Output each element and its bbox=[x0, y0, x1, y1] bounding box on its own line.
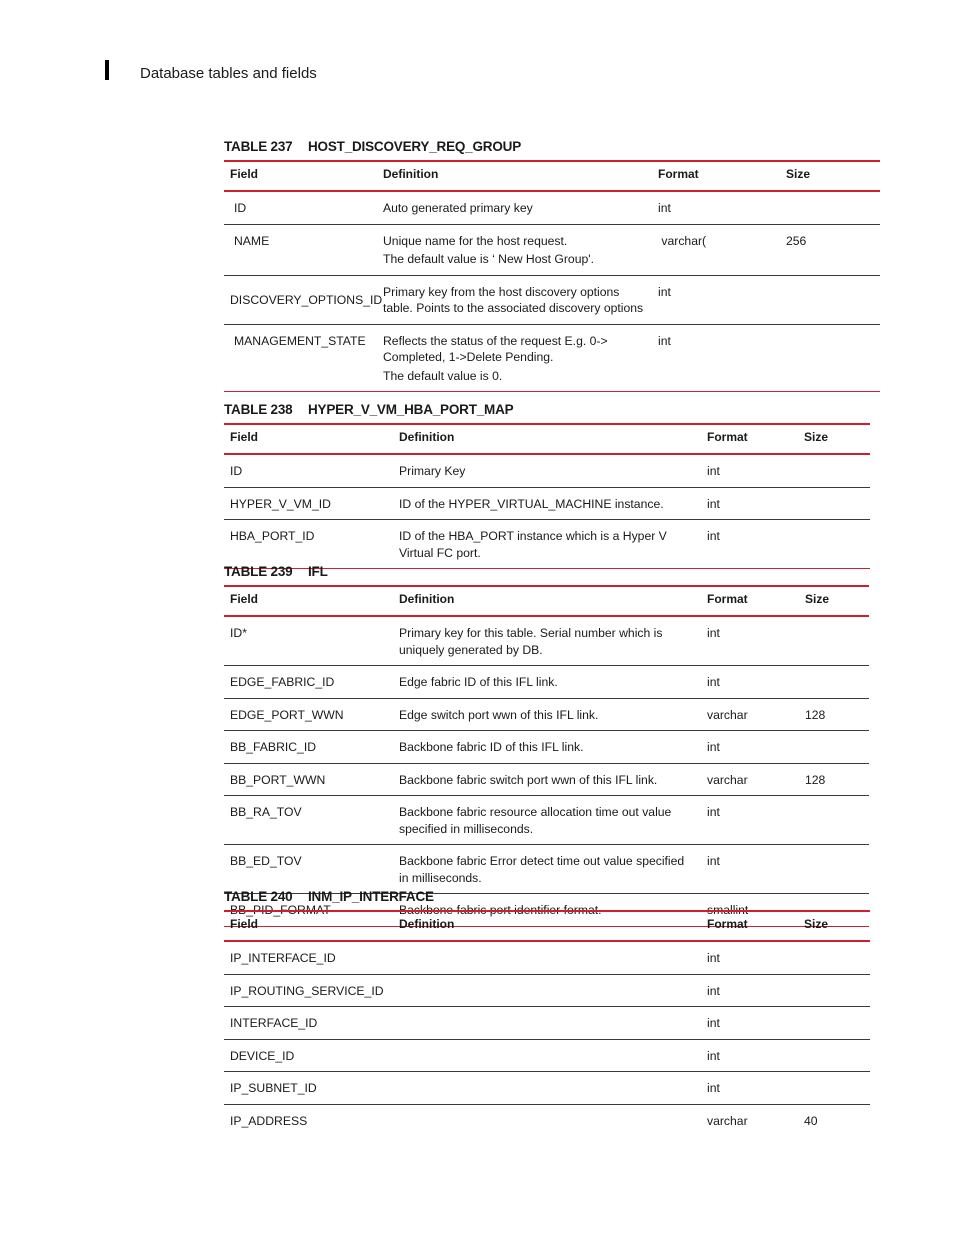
table-name: INM_IP_INTERFACE bbox=[308, 889, 434, 904]
table-240 bbox=[224, 910, 870, 1136]
field-cell: ID bbox=[224, 454, 393, 487]
table-header-row bbox=[224, 911, 870, 941]
definition-cell: Backbone fabric port identifier format. bbox=[393, 894, 701, 927]
format-cell: int bbox=[701, 666, 799, 699]
table-row bbox=[224, 454, 870, 487]
table-row bbox=[224, 520, 870, 569]
column-header-size: Size bbox=[780, 161, 880, 191]
column-header-definition: Definition bbox=[393, 424, 701, 454]
table-name: HYPER_V_VM_HBA_PORT_MAP bbox=[308, 402, 514, 417]
field-cell: NAME bbox=[224, 224, 377, 275]
format-cell: int bbox=[701, 520, 798, 569]
field-cell: HYPER_V_VM_ID bbox=[224, 487, 393, 520]
field-cell: BB_PID_FORMAT bbox=[224, 894, 393, 927]
table-number: TABLE 240 bbox=[224, 889, 293, 904]
size-cell: 128 bbox=[799, 698, 869, 731]
size-cell: 256 bbox=[780, 224, 880, 275]
field-cell: INTERFACE_ID bbox=[224, 1007, 393, 1040]
table-header-row bbox=[224, 586, 869, 616]
table-header-row bbox=[224, 424, 870, 454]
field-cell: IP_ROUTING_SERVICE_ID bbox=[224, 974, 393, 1007]
format-cell: int bbox=[701, 1007, 798, 1040]
table-number: TABLE 238 bbox=[224, 402, 293, 417]
definition-cell: Backbone fabric Error detect time out value specified in milliseconds. bbox=[393, 845, 701, 894]
column-header-definition: Definition bbox=[393, 911, 701, 941]
definition-cell bbox=[393, 1072, 701, 1105]
field-cell: DEVICE_ID bbox=[224, 1039, 393, 1072]
table-number: TABLE 237 bbox=[224, 139, 293, 154]
table-238-caption bbox=[224, 402, 513, 417]
definition-cell: Primary key for this table. Serial number which is uniquely generated by DB. bbox=[393, 616, 701, 666]
size-cell bbox=[799, 731, 869, 764]
definition-cell: Backbone fabric switch port wwn of this IFL link. bbox=[393, 763, 701, 796]
table-row bbox=[224, 1039, 870, 1072]
field-cell: IP_SUBNET_ID bbox=[224, 1072, 393, 1105]
table-row bbox=[224, 191, 880, 224]
table-row bbox=[224, 616, 869, 666]
column-header-size: Size bbox=[798, 911, 870, 941]
field-cell: HBA_PORT_ID bbox=[224, 520, 393, 569]
table-row bbox=[224, 763, 869, 796]
table-number: TABLE 239 bbox=[224, 564, 293, 579]
field-cell: EDGE_PORT_WWN bbox=[224, 698, 393, 731]
column-header-field: Field bbox=[224, 586, 393, 616]
table-row bbox=[224, 275, 880, 324]
table-row bbox=[224, 731, 869, 764]
field-cell: MANAGEMENT_STATE bbox=[224, 324, 377, 392]
definition-cell: Auto generated primary key bbox=[377, 191, 652, 224]
definition-cell bbox=[377, 324, 652, 392]
definition-cell bbox=[377, 224, 652, 275]
format-cell: int bbox=[701, 845, 799, 894]
format-cell: int bbox=[701, 731, 799, 764]
definition-line: Reflects the status of the request E.g. 0-> Completed, 1->Delete Pending. bbox=[383, 333, 608, 364]
table-row bbox=[224, 698, 869, 731]
table-row bbox=[224, 324, 880, 392]
field-cell: BB_RA_TOV bbox=[224, 796, 393, 845]
table-row bbox=[224, 487, 870, 520]
table-239 bbox=[224, 585, 869, 927]
definition-cell: Backbone fabric resource allocation time out value specified in milliseconds. bbox=[393, 796, 701, 845]
format-cell: int bbox=[652, 324, 780, 392]
definition-cell: Backbone fabric ID of this IFL link. bbox=[393, 731, 701, 764]
definition-cell: ID of the HYPER_VIRTUAL_MACHINE instance. bbox=[393, 487, 701, 520]
definition-default-line: The default value is 0. bbox=[383, 368, 503, 383]
definition-cell bbox=[393, 1039, 701, 1072]
field-cell: ID* bbox=[224, 616, 393, 666]
definition-cell: Edge switch port wwn of this IFL link. bbox=[393, 698, 701, 731]
definition-cell bbox=[393, 974, 701, 1007]
field-cell: IP_ADDRESS bbox=[230, 1113, 308, 1128]
format-cell: int bbox=[701, 1039, 798, 1072]
definition-default-line: The default value is ‘ New Host Group'. bbox=[383, 252, 594, 266]
size-cell bbox=[799, 666, 869, 699]
format-cell: int bbox=[701, 616, 799, 666]
size-cell bbox=[799, 796, 869, 845]
definition-cell: Primary Key bbox=[393, 454, 701, 487]
format-cell: varchar bbox=[701, 698, 799, 731]
format-cell: smallint bbox=[701, 894, 799, 927]
size-cell bbox=[798, 974, 870, 1007]
format-cell: varchar( bbox=[652, 224, 780, 275]
format-cell: int bbox=[701, 796, 799, 845]
format-cell: int bbox=[701, 1072, 798, 1105]
format-cell: int bbox=[701, 454, 798, 487]
table-row bbox=[224, 941, 870, 974]
size-cell: 40 bbox=[804, 1113, 818, 1128]
definition-cell bbox=[393, 941, 701, 974]
table-237 bbox=[224, 160, 880, 392]
size-cell bbox=[799, 616, 869, 666]
column-header-definition: Definition bbox=[393, 586, 701, 616]
field-cell: ID bbox=[224, 191, 377, 224]
format-cell: int bbox=[652, 275, 780, 324]
format-cell: int bbox=[701, 974, 798, 1007]
size-cell bbox=[798, 1039, 870, 1072]
table-name: HOST_DISCOVERY_REQ_GROUP bbox=[308, 139, 521, 154]
column-header-field: Field bbox=[224, 424, 393, 454]
size-cell bbox=[798, 454, 870, 487]
table-row bbox=[224, 974, 870, 1007]
table-237-caption bbox=[224, 139, 521, 154]
format-cell: varchar bbox=[707, 1113, 748, 1128]
size-cell bbox=[780, 275, 880, 324]
definition-cell: Edge fabric ID of this IFL link. bbox=[393, 666, 701, 699]
column-header-format: Format bbox=[652, 161, 780, 191]
size-cell bbox=[798, 1072, 870, 1105]
table-row bbox=[224, 666, 869, 699]
column-header-format: Format bbox=[701, 424, 798, 454]
definition-cell: ID of the HBA_PORT instance which is a Hyper V Virtual FC port. bbox=[393, 520, 701, 569]
column-header-field: Field bbox=[224, 911, 393, 941]
column-header-format: Format bbox=[701, 586, 799, 616]
table-238 bbox=[224, 423, 870, 569]
field-cell: DISCOVERY_OPTIONS_ID bbox=[224, 275, 377, 324]
column-header-format: Format bbox=[701, 911, 798, 941]
format-cell: int bbox=[701, 487, 798, 520]
column-header-size: Size bbox=[799, 586, 869, 616]
field-cell: BB_PORT_WWN bbox=[224, 763, 393, 796]
table-name: IFL bbox=[308, 564, 328, 579]
size-cell bbox=[798, 520, 870, 569]
size-cell bbox=[798, 1007, 870, 1040]
column-header-size: Size bbox=[798, 424, 870, 454]
format-cell: int bbox=[701, 941, 798, 974]
column-header-definition: Definition bbox=[377, 161, 652, 191]
field-cell: IP_INTERFACE_ID bbox=[224, 941, 393, 974]
size-cell bbox=[799, 845, 869, 894]
table-239-caption bbox=[224, 564, 328, 579]
table-row bbox=[224, 224, 880, 275]
field-cell: BB_ED_TOV bbox=[224, 845, 393, 894]
definition-line: Unique name for the host request. bbox=[383, 233, 568, 248]
column-header-field: Field bbox=[224, 161, 377, 191]
table-row bbox=[224, 845, 869, 894]
format-cell: varchar bbox=[701, 763, 799, 796]
size-cell bbox=[798, 941, 870, 974]
size-cell: 128 bbox=[799, 763, 869, 796]
page-header-title: Database tables and fields bbox=[140, 65, 317, 82]
header-rule bbox=[105, 60, 109, 80]
size-cell bbox=[780, 191, 880, 224]
size-cell bbox=[780, 324, 880, 392]
definition-cell bbox=[393, 1007, 701, 1040]
table-header-row bbox=[224, 161, 880, 191]
table-240-caption bbox=[224, 889, 434, 904]
table-row bbox=[224, 1104, 870, 1136]
table-row bbox=[224, 1072, 870, 1105]
size-cell bbox=[798, 487, 870, 520]
field-cell: BB_FABRIC_ID bbox=[224, 731, 393, 764]
table-row bbox=[224, 1007, 870, 1040]
field-cell: EDGE_FABRIC_ID bbox=[224, 666, 393, 699]
table-row bbox=[224, 796, 869, 845]
definition-cell: Primary key from the host discovery options table. Points to the associated discovery options bbox=[377, 275, 652, 324]
definition-cell bbox=[393, 1104, 701, 1136]
format-cell: int bbox=[652, 191, 780, 224]
